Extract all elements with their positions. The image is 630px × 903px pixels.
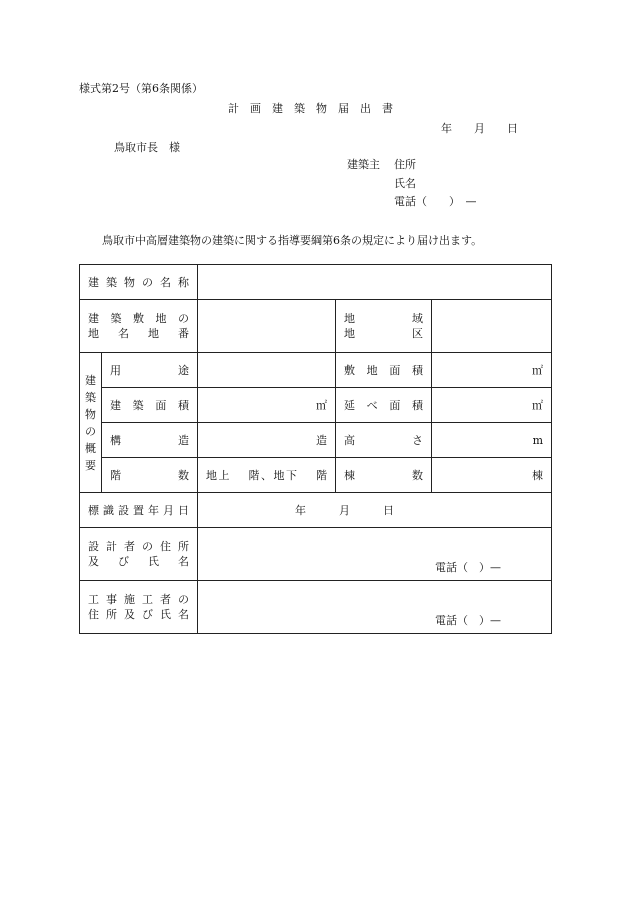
overview-vertical-label [80, 353, 102, 493]
site-address-label-line2: 地名地番 [88, 327, 189, 340]
height-field[interactable] [432, 423, 552, 458]
sign-date-label: 標識設置年月日 [80, 493, 198, 528]
row-floors [80, 458, 552, 493]
overview-char: の [85, 424, 96, 438]
site-address-label-line1: 建築敷地の [88, 312, 189, 325]
contractor-field[interactable] [198, 581, 552, 634]
structure-label: 構造 [102, 423, 198, 458]
floor-area-unit: ㎡ [532, 398, 544, 412]
zone-label [336, 300, 432, 353]
row-structure [80, 423, 552, 458]
structure-suffix: 造 [316, 433, 327, 447]
applicant-label: 建築主 [347, 158, 380, 171]
site-area-field[interactable] [432, 353, 552, 388]
site-address-label [80, 300, 198, 353]
structure-field[interactable] [198, 423, 336, 458]
row-building-area [80, 388, 552, 423]
row-site-address [80, 300, 552, 353]
applicant-phone-label: 電話（ ） — [394, 195, 477, 208]
intro-statement: 鳥取市中高層建築物の建築に関する指導要綱第6条の規定により届け出ます。 [102, 234, 483, 247]
building-count-suffix: 棟 [532, 468, 544, 482]
floors-label: 階数 [102, 458, 198, 493]
contractor-phone-label: 電話（ ）— [435, 614, 502, 627]
use-field[interactable] [198, 353, 336, 388]
row-use [80, 353, 552, 388]
designer-label [80, 528, 198, 581]
building-area-unit: ㎡ [316, 398, 327, 412]
zone-field[interactable] [432, 300, 552, 353]
use-label: 用途 [102, 353, 198, 388]
row-designer [80, 528, 552, 581]
notification-form-table [79, 264, 552, 634]
overview-char: 要 [85, 458, 96, 472]
document-title: 計 画 建 築 物 届 出 書 [228, 102, 393, 115]
designer-label-line2: 及び氏名 [88, 555, 189, 568]
floor-area-label: 延べ面積 [336, 388, 432, 423]
building-name-label: 建築物の名称 [80, 265, 198, 300]
overview-char: 概 [85, 441, 96, 455]
building-area-label: 建築面積 [102, 388, 198, 423]
building-count-field[interactable] [432, 458, 552, 493]
applicant-name-label: 氏名 [394, 177, 416, 190]
sign-date-value: 年 月 日 [295, 503, 395, 517]
row-building-name [80, 265, 552, 300]
site-area-label: 敷地面積 [336, 353, 432, 388]
row-contractor [80, 581, 552, 634]
contractor-label-line1: 工事施工者の [88, 593, 189, 606]
addressee: 鳥取市長 様 [114, 141, 180, 154]
overview-char: 建 [85, 373, 96, 387]
floors-field[interactable]: 地上 階、地下 階 [198, 458, 336, 493]
building-count-label: 棟数 [336, 458, 432, 493]
height-label: 高さ [336, 423, 432, 458]
building-name-field[interactable] [198, 265, 552, 300]
floor-area-field[interactable] [432, 388, 552, 423]
designer-phone-label: 電話（ ）— [435, 561, 502, 574]
site-address-field[interactable] [198, 300, 336, 353]
row-sign-date [80, 493, 552, 528]
building-area-field[interactable] [198, 388, 336, 423]
designer-field[interactable] [198, 528, 552, 581]
form-number: 様式第2号（第6条関係） [79, 82, 203, 95]
zone-label-line2: 地区 [344, 327, 423, 340]
contractor-label [80, 581, 198, 634]
date-line: 年 月 日 [441, 122, 518, 135]
zone-label-line1: 地域 [344, 312, 423, 325]
height-unit: m [532, 433, 544, 447]
contractor-label-line2: 住所及び氏名 [88, 608, 189, 621]
designer-label-line1: 設計者の住所 [88, 540, 189, 553]
site-area-unit: ㎡ [532, 363, 544, 377]
overview-char: 築 [85, 390, 96, 404]
sign-date-field[interactable] [198, 493, 552, 528]
applicant-address-label: 住所 [394, 158, 416, 171]
overview-char: 物 [85, 407, 96, 421]
